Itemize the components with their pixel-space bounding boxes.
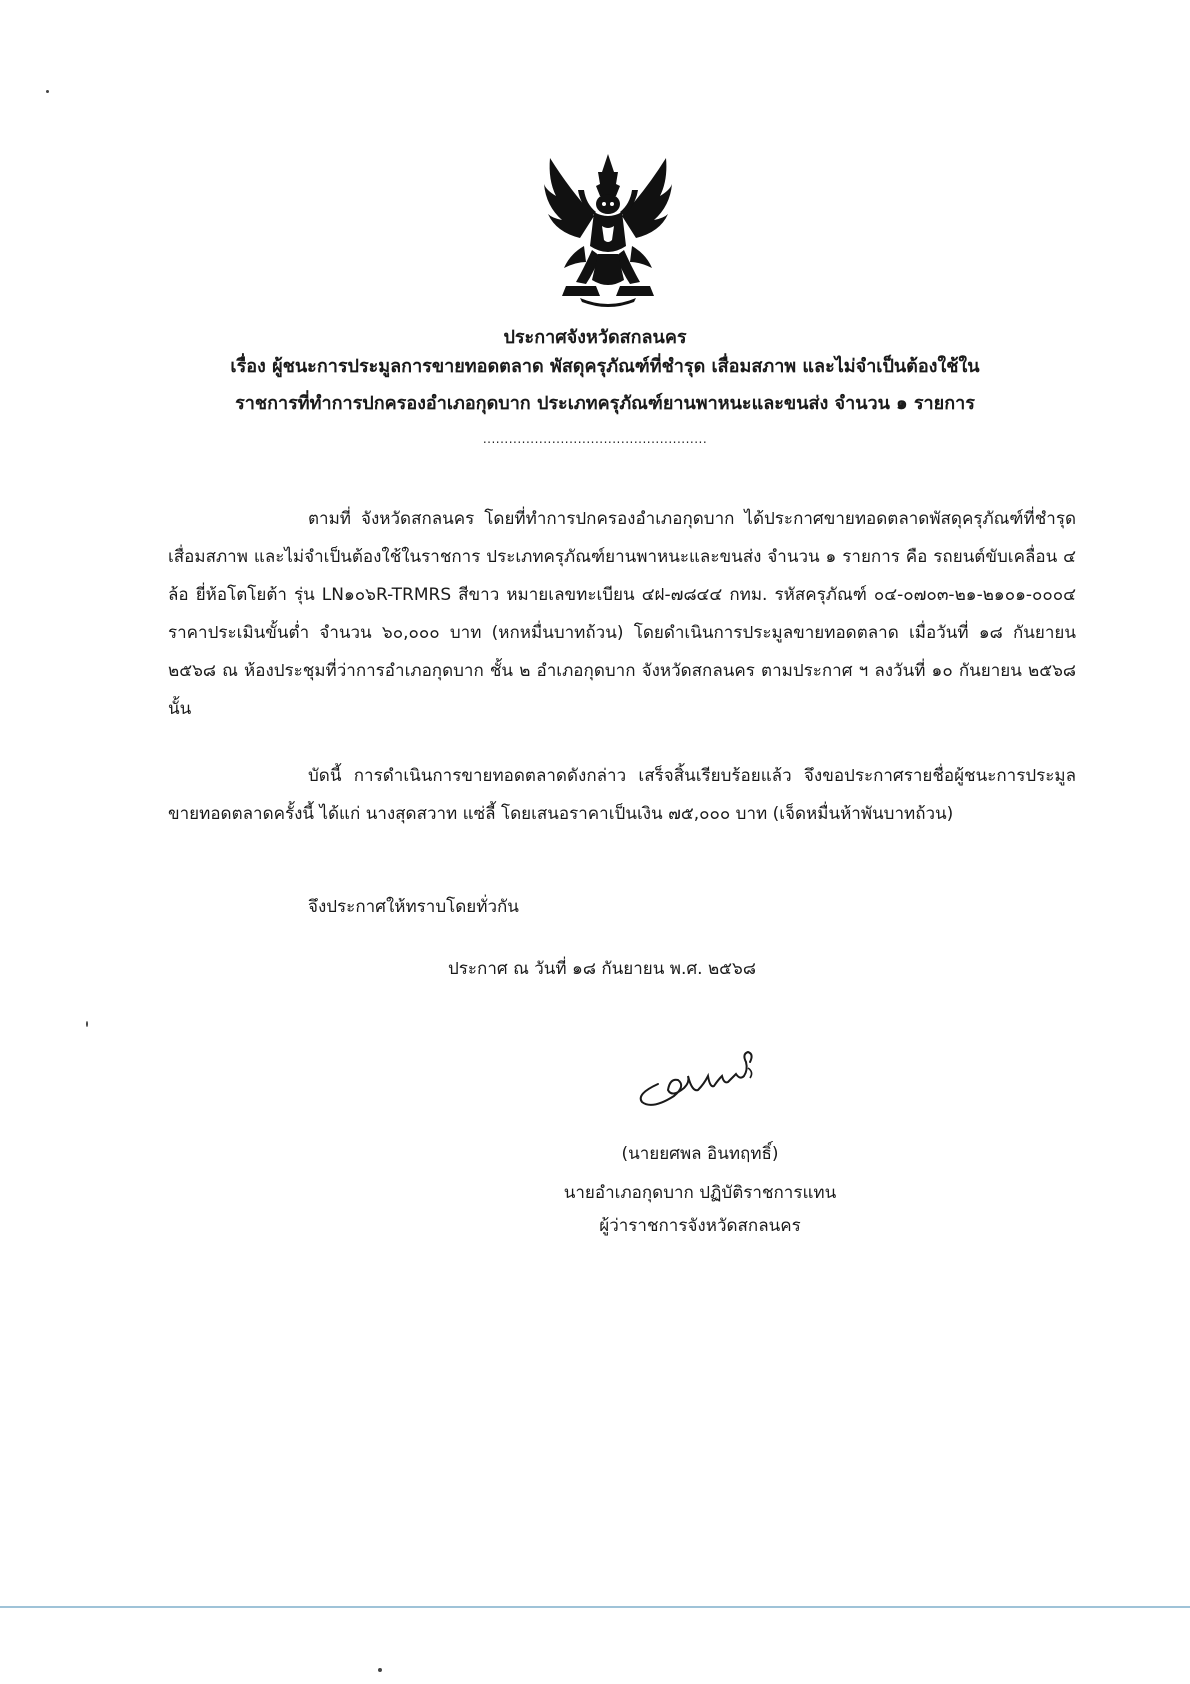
paragraph-announcement xyxy=(168,500,1076,728)
signatory-position-1: นายอำเภอกุดบาก ปฏิบัติราชการแทน xyxy=(563,1183,837,1203)
paragraph-winner xyxy=(168,757,1076,833)
announcement-date: ประกาศ ณ วันที่ ๑๘ กันยายน พ.ศ. ๒๕๖๘ xyxy=(448,959,756,979)
subject-line-1: เรื่อง ผู้ชนะการประมูลการขายทอดตลาด พัสดุครุภัณฑ์ที่ชำรุด เสื่อมสภาพ และไม่จำเป็นต้องใช้ใน xyxy=(230,356,980,377)
subject-line-2: ราชการที่ทำการปกครองอำเภอกุดบาก ประเภทครุภัณฑ์ยานพาหนะและขนส่ง จำนวน ๑ รายการ xyxy=(235,393,975,414)
scan-speck xyxy=(378,1668,382,1672)
closing-statement: จึงประกาศให้ทราบโดยทั่วกัน xyxy=(308,897,519,917)
paragraph-1-text: ตามที่ จังหวัดสกลนคร โดยที่ทำการปกครองอำเภอกุดบาก ได้ประกาศขายทอดตลาดพัสดุครุภัณฑ์ที่ชำรุด เสื่อมสภาพ และไม่จำเป็นต้องใช้ในราชการ ประเภทครุภัณฑ์ยานพาหนะและขนส่ง จำนวน ๑ รายการ คือ รถยนต์ขับเคลื่อน ๔ ล้อ ยี่ห้อโตโยต้า รุ่น LN๑๐๖R-TRMRS สีขาว หมายเลขทะเบียน ๔ฝ-๗๘๔๔ กทม. รหัสครุภัณฑ์ ๐๔-๐๗๐๓-๒๑-๒๑๐๑-๐๐๐๔ ราคาประเมินขั้นต่ำ จำนวน ๖๐,๐๐๐ บาท (หกหมื่นบาทถ้วน) โดยดำเนินการประมูลขายทอดตลาด เมื่อวันที่ ๑๘ กันยายน ๒๕๖๘ ณ ห้องประชุมที่ว่าการอำเภอกุดบาก ชั้น ๒ อำเภอกุดบาก จังหวัดสกลนคร ตามประกาศ ฯ ลงวันที่ ๑๐ กันยายน ๒๕๖๘ นั้น xyxy=(168,509,1076,719)
scan-speck xyxy=(46,90,49,93)
garuda-emblem-icon xyxy=(540,150,676,310)
document-title: ประกาศจังหวัดสกลนคร xyxy=(503,327,687,348)
scan-edge-line xyxy=(0,1606,1190,1608)
separator-dots: .................................................... xyxy=(482,432,708,446)
signature-icon xyxy=(628,1032,778,1112)
paragraph-2-text: บัดนี้ การดำเนินการขายทอดตลาดดังกล่าว เสร็จสิ้นเรียบร้อยแล้ว จึงขอประกาศรายชื่อผู้ชนะการประมูลขายทอดตลาดครั้งนี้ ได้แก่ นางสุดสวาท แซ่ลี้ โดยเสนอราคาเป็นเงิน ๗๕,๐๐๐ บาท (เจ็ดหมื่นห้าพันบาทถ้วน) xyxy=(168,766,1076,824)
signatory-name: (นายยศพล อินทฤทธิ์) xyxy=(621,1144,779,1164)
scan-speck xyxy=(86,1021,88,1027)
signatory-position-2: ผู้ว่าราชการจังหวัดสกลนคร xyxy=(599,1216,801,1236)
